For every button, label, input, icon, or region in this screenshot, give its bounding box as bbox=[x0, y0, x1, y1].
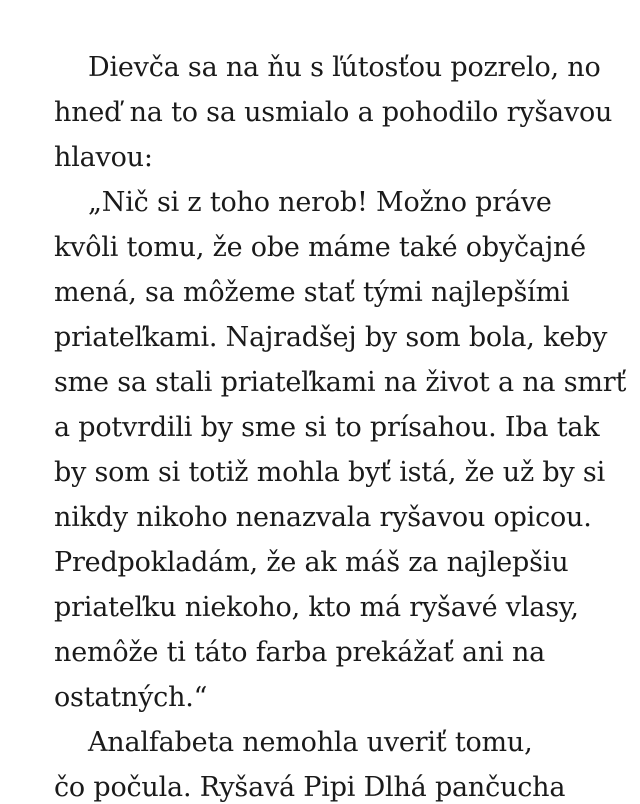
text-line: Analfabeta nemohla uveriť tomu, bbox=[88, 727, 533, 758]
text-line: priateľku niekoho, kto má ryšavé vlasy, bbox=[54, 592, 579, 623]
text-line: sme sa stali priateľkami na život a na smrť bbox=[54, 367, 627, 398]
text-line: Predpokladám, že ak máš za najlepšiu bbox=[54, 547, 569, 578]
text-line: a potvrdili by sme si to prísahou. Iba tak bbox=[54, 412, 600, 443]
text-line: hlavou: bbox=[54, 142, 153, 173]
text-line: kvôli tomu, že obe máme také obyčajné bbox=[54, 232, 586, 263]
text-line: mená, sa môžeme stať tými najlepšími bbox=[54, 277, 570, 308]
text-line: Dievča sa na ňu s ľútosťou pozrelo, no bbox=[88, 52, 601, 83]
text-line: by som si totiž mohla byť istá, že už by si bbox=[54, 457, 606, 488]
text-line: hneď na to sa usmialo a pohodilo ryšavou bbox=[54, 97, 613, 128]
text-line: priateľkami. Najradšej by som bola, keby bbox=[54, 322, 608, 353]
text-line: ostatných.“ bbox=[54, 682, 208, 713]
text-line: čo počula. Ryšavá Pipi Dlhá pančucha bbox=[54, 772, 566, 803]
text-line: nikdy nikoho nenazvala ryšavou opicou. bbox=[54, 502, 592, 533]
text-line: nemôže ti táto farba prekážať ani na bbox=[54, 637, 546, 668]
text-line: „Nič si z toho nerob! Možno práve bbox=[88, 187, 552, 218]
